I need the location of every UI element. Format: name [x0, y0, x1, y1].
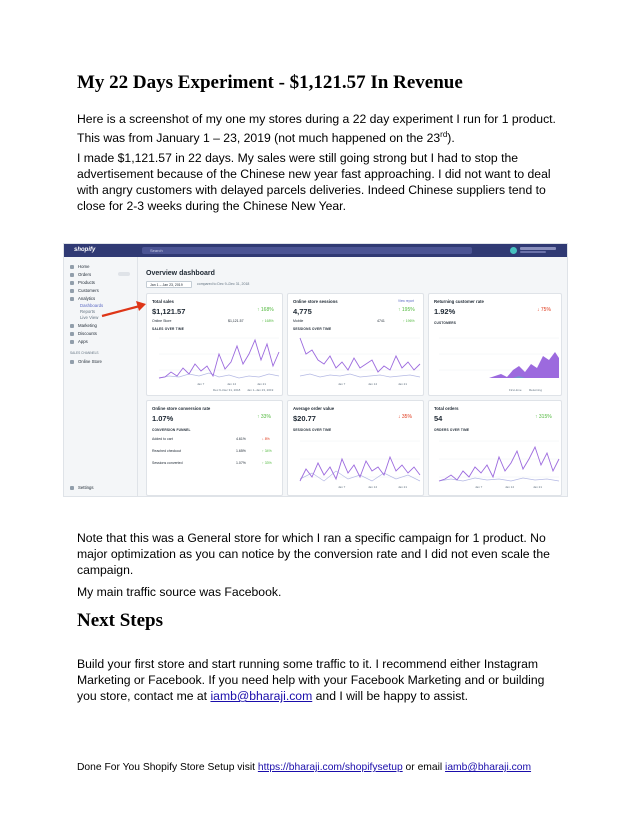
next-steps-text: Build your first store and start running some traffic to it. I recommend either Instagram Marketing or Facebook. If you need help with your Facebook Marketing and or building you store, contact me at: [77, 657, 545, 703]
legend-current: Jan 1–Jan 23, 2019: [247, 388, 274, 392]
setup-link[interactable]: https://bharaji.com/shopifysetup: [257, 762, 403, 773]
card-value: $20.77: [293, 414, 316, 423]
card-title: Online store sessions: [293, 299, 338, 304]
legend-compare: Dec 9–Dec 31, 2018: [213, 388, 241, 392]
chart-subtitle: SESSIONS OVER TIME: [293, 428, 332, 432]
nav-dashboards: Dashboards: [80, 303, 104, 308]
search-bar: Search: [142, 247, 472, 254]
traffic-paragraph: My main traffic source was Facebook.: [77, 585, 282, 599]
nav-apps: Apps: [70, 339, 88, 344]
chart-subtitle: CUSTOMERS: [434, 321, 457, 325]
results-paragraph: I made $1,121.57 in 22 days. My sales were still going strong but I had to stop the advertisement because of the Chinese new year fast approaching. I did not want to deal with angry customers with delayed parcels deliveries. Indeed Chinese suppliers tend to close for 2-3 weeks during the Chinese New Year.: [77, 151, 551, 213]
card-value: $1,121.57: [152, 307, 186, 316]
intro-text: Here is a screenshot of my one my stores during a 22 day experiment I run for 1 product. This was from January 1 – 23, 2019 (not much happened on the 23: [77, 112, 556, 146]
view-report-link: View report: [398, 299, 415, 303]
date-range-button: Jan 1 – Jan 23, 2019: [146, 281, 192, 288]
superscript: rd: [440, 130, 448, 139]
legend-returning: Returning: [529, 388, 543, 392]
email-link[interactable]: iamb@bharaji.com: [210, 689, 313, 703]
nav-analytics: Analytics: [70, 296, 95, 301]
chart-subtitle: CONVERSION FUNNEL: [152, 428, 191, 432]
compare-label: compared to Dec 9–Dec 31, 2018: [197, 282, 250, 286]
sales-channels-label: SALES CHANNELS: [70, 351, 99, 355]
change-badge: ↑ 33%: [257, 414, 271, 420]
card-average-order-value: Average order value $20.77 ↓ 35% SESSIONS OVER TIME Jan 7 Jan 14 Jan 21: [287, 400, 424, 496]
footer-email-link[interactable]: iamb@bharaji.com: [445, 762, 532, 773]
next-steps-heading: Next Steps: [77, 610, 164, 631]
nav-products: Products: [70, 280, 95, 285]
dashboard-title: Overview dashboard: [146, 270, 215, 277]
chart-subtitle: SALES OVER TIME: [152, 327, 185, 331]
note-paragraph: Note that this was a General store for which I ran a specific campaign for 1 product. No major optimization as you can notice by the conversion rate and I did not even scale the campaign.: [77, 531, 550, 577]
card-title: Returning customer rate: [434, 299, 484, 304]
card-total-sales: Total sales $1,121.57 ↑ 168% Online Store $1,121.57 ↑ 168% SALES OVER TIME Jan 7 Jan 14 Jan 21 Dec 9–Dec 31, 2018 Jan 1–Jan 23, 2019: [146, 293, 283, 396]
next-steps-text-end: and I will be happy to assist.: [312, 689, 469, 703]
chart-subtitle: ORDERS OVER TIME: [434, 428, 470, 432]
footer: [77, 762, 531, 773]
shopify-dashboard-screenshot: [63, 243, 568, 497]
nav-settings: Settings: [70, 485, 94, 490]
nav-home: Home: [70, 264, 89, 269]
card-title: Total sales: [152, 299, 174, 304]
nav-reports: Reports: [80, 309, 96, 314]
change-badge: ↓ 35%: [398, 414, 412, 420]
card-title: Total orders: [434, 406, 459, 411]
intro-paragraph: [77, 111, 567, 146]
nav-online-store: Online Store: [70, 359, 102, 364]
nav-discounts: Discounts: [70, 331, 97, 336]
card-total-orders: Total orders 54 ↑ 315% ORDERS OVER TIME Jan 7 Jan 14 Jan 21: [428, 400, 562, 496]
card-value: 4,775: [293, 307, 312, 316]
next-steps-paragraph: [77, 656, 567, 704]
intro-text-end: ).: [447, 131, 455, 146]
shopify-logo: shopify: [74, 247, 96, 253]
footer-text: Done For You Shopify Store Setup visit: [77, 762, 258, 773]
footer-text-middle: or email: [402, 762, 446, 773]
change-badge: ↑ 315%: [535, 414, 552, 420]
chart-subtitle: SESSIONS OVER TIME: [293, 327, 332, 331]
change-badge: ↑ 195%: [398, 307, 415, 313]
change-badge: ↑ 168%: [257, 307, 274, 313]
card-value: 1.07%: [152, 414, 174, 423]
nav-orders: Orders: [70, 272, 91, 277]
card-title: Average order value: [293, 406, 335, 411]
card-value: 1.92%: [434, 307, 456, 316]
card-value: 54: [434, 414, 443, 423]
red-arrow-annotation: [64, 244, 567, 496]
nav-customers: Customers: [70, 288, 99, 293]
nav-live-view: Live View: [80, 315, 99, 320]
legend-first-time: First-time: [509, 388, 522, 392]
card-conversion-rate: Online store conversion rate 1.07% ↑ 33% CONVERSION FUNNEL Added to cart 4.61% ↓ 8% Reached checkout 1.65% ↑ 34% Sessions converted 1.07% ↑ 33%: [146, 400, 283, 496]
page-heading: My 22 Days Experiment - $1,121.57 In Revenue: [77, 72, 463, 93]
change-badge: ↓ 75%: [537, 307, 551, 313]
nav-marketing: Marketing: [70, 323, 97, 328]
card-sessions: Online store sessions View report 4,775 ↑ 195% Mobile 4741 ↑ 196% SESSIONS OVER TIME Jan 7 Jan 14 Jan 21: [287, 293, 424, 396]
card-title: Online store conversion rate: [152, 406, 211, 411]
